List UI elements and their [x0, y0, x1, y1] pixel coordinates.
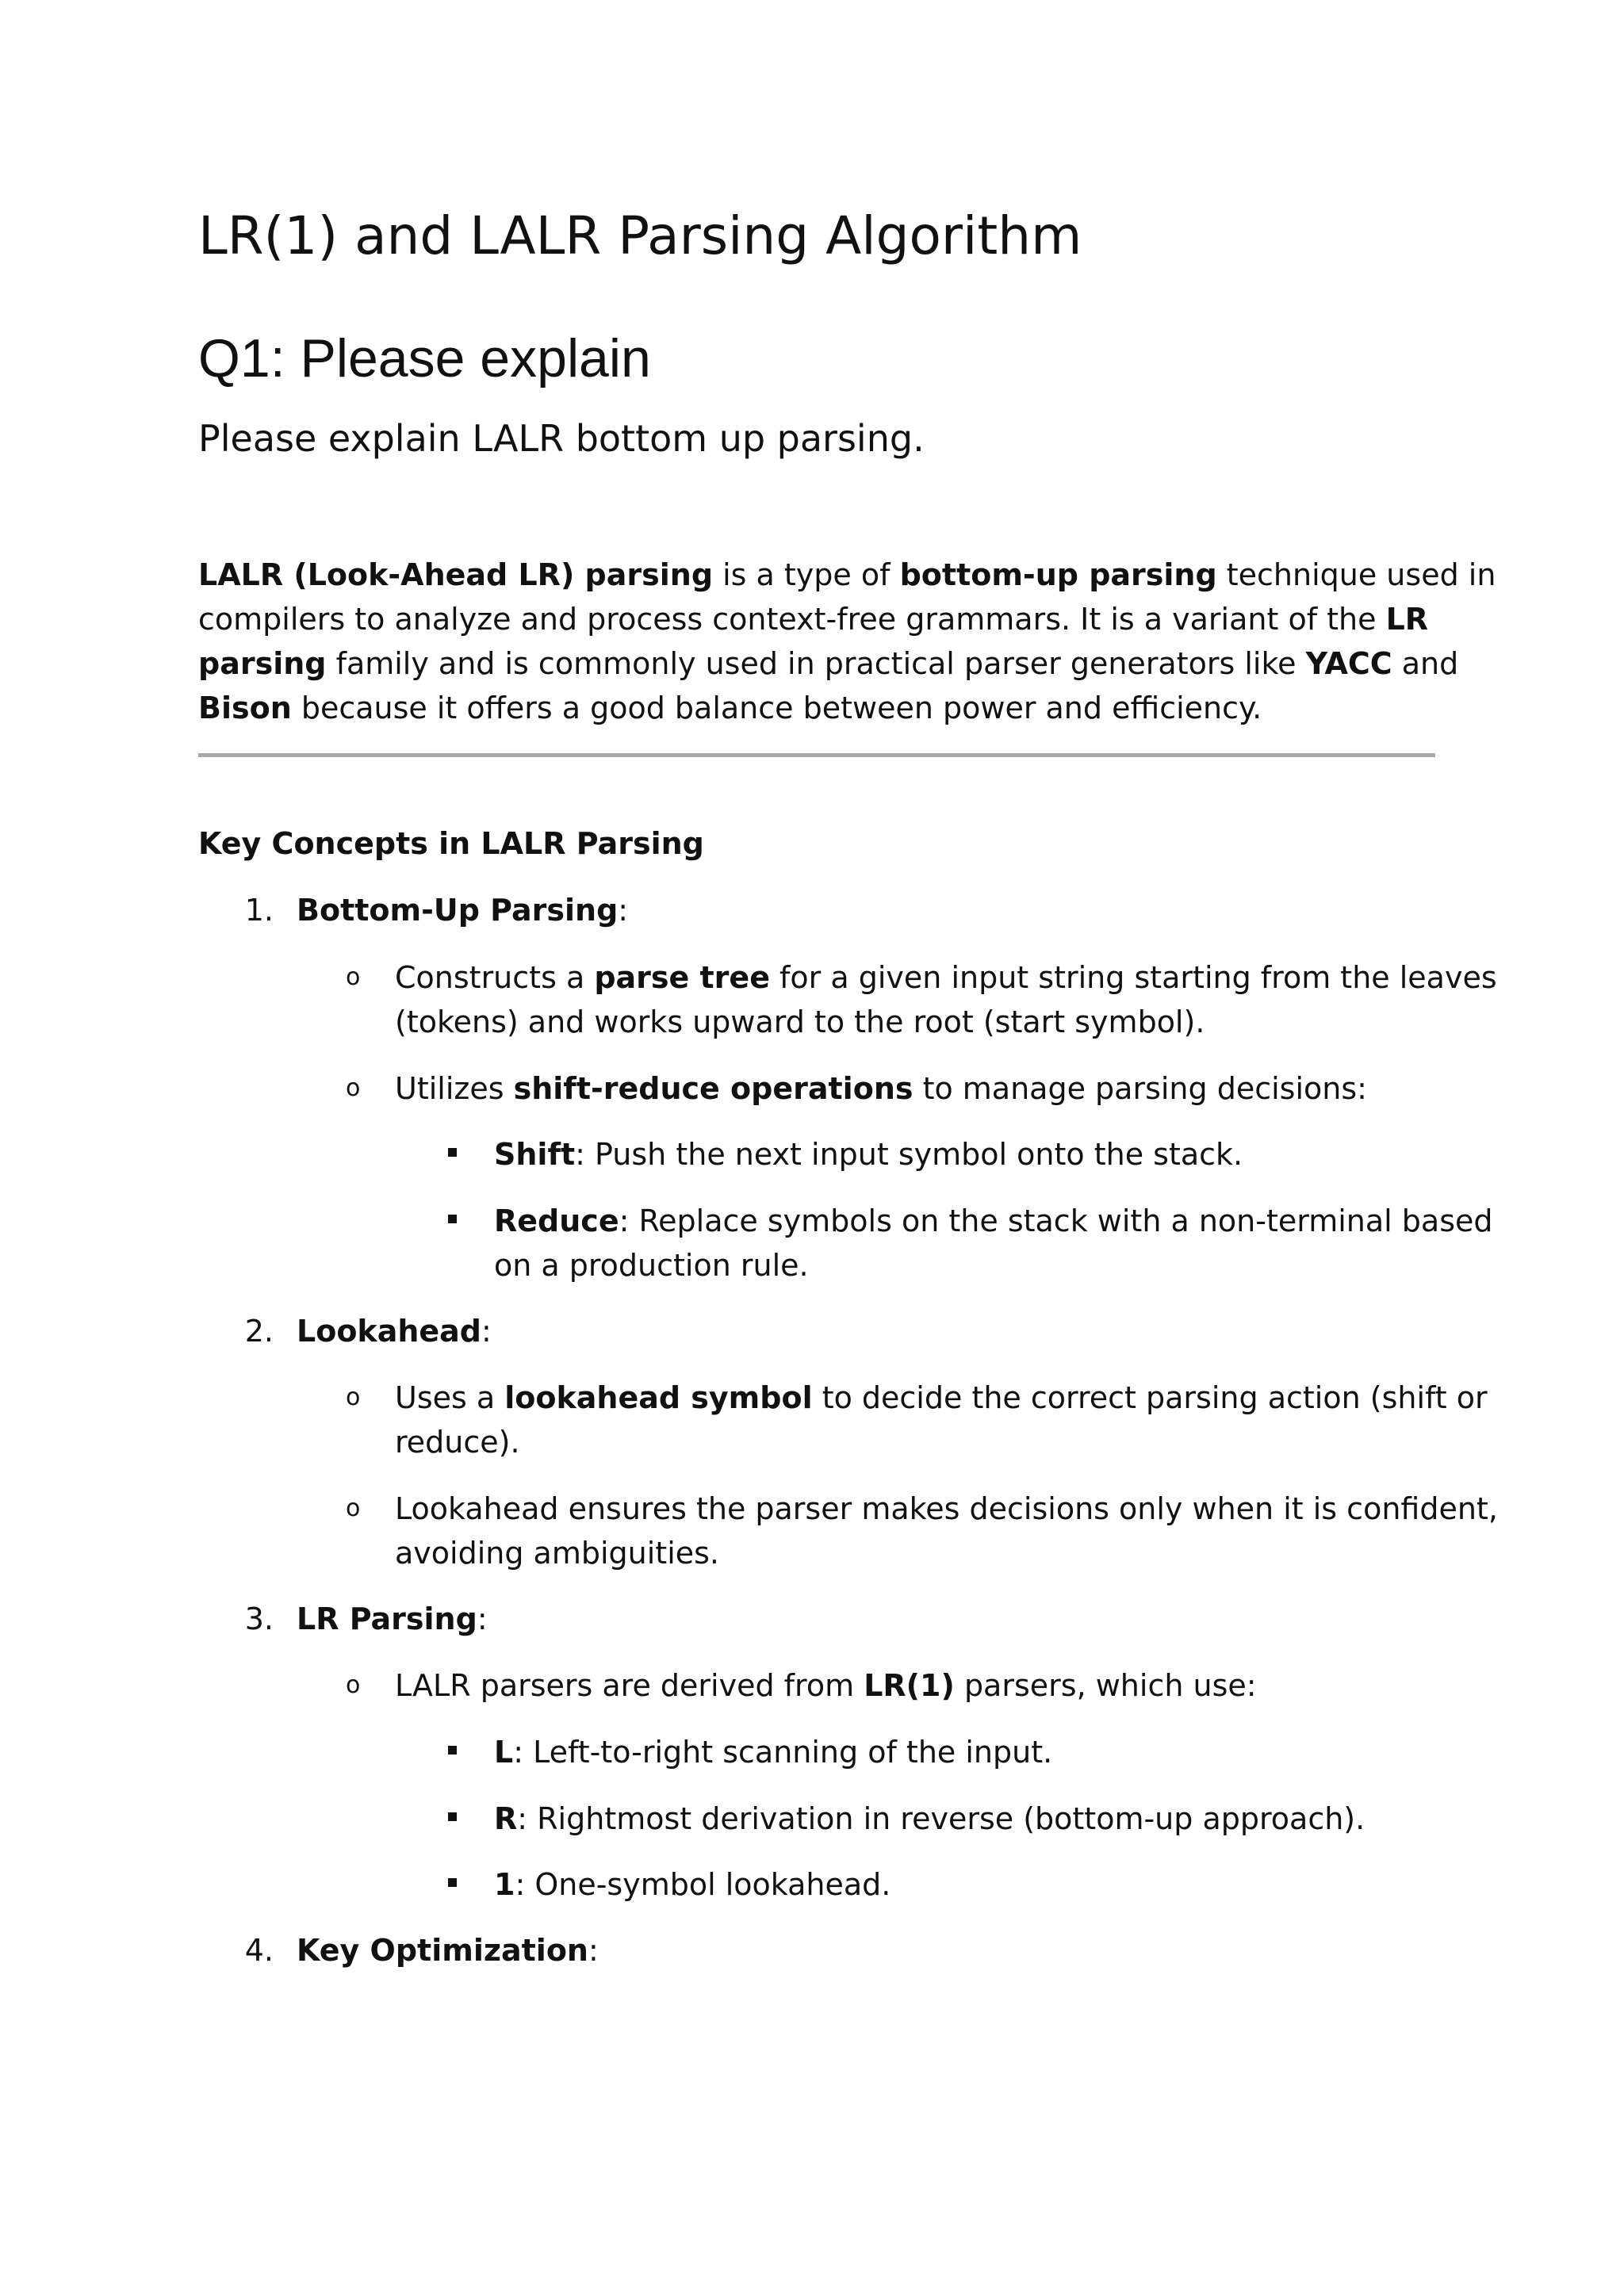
horizontal-divider	[198, 753, 1435, 757]
intro-text: family and is commonly used in practical parser generators like	[326, 646, 1306, 681]
item-colon: :	[618, 893, 629, 928]
list-item-label	[297, 1597, 488, 1641]
term-lookahead-symbol: lookahead symbol	[504, 1380, 813, 1415]
term-lalr: LALR (Look-Ahead LR) parsing	[198, 557, 714, 592]
circle-bullet: o	[346, 1383, 361, 1411]
intro-line-4	[198, 686, 1262, 730]
term-reduce: Reduce	[494, 1203, 619, 1238]
intro-line-3	[198, 641, 1458, 686]
square-bullet	[448, 1746, 457, 1755]
item-label-bold: Bottom-Up Parsing	[297, 893, 619, 928]
term-yacc: YACC	[1305, 646, 1392, 681]
term-lr1: LR(1)	[864, 1668, 955, 1703]
subsub-item-line	[494, 1730, 1052, 1774]
sub-text: Uses a	[395, 1380, 505, 1415]
subsub-text: : One-symbol lookahead.	[515, 1867, 891, 1902]
intro-line-1	[198, 553, 1496, 597]
item-colon: :	[477, 1601, 488, 1636]
intro-text: and	[1392, 646, 1459, 681]
square-bullet	[448, 1215, 457, 1223]
sub-item-line	[395, 1663, 1257, 1708]
sub-item-line: (tokens) and works upward to the root (start symbol).	[395, 1004, 1205, 1039]
item-label-bold: LR Parsing	[297, 1601, 477, 1636]
sub-text: to decide the correct parsing action (shift or	[812, 1380, 1488, 1415]
term-shift-reduce: shift-reduce operations	[513, 1071, 914, 1106]
question-prompt: Please explain LALR bottom up parsing.	[198, 417, 925, 460]
intro-text: because it offers a good balance between power and efficiency.	[291, 691, 1262, 725]
circle-bullet: o	[346, 1494, 361, 1522]
sub-text: parsers, which use:	[954, 1668, 1257, 1703]
list-number: 4.	[244, 1933, 274, 1968]
list-item-label	[297, 1309, 492, 1353]
square-bullet	[448, 1878, 457, 1887]
term-r: R	[494, 1801, 518, 1836]
subsub-item-line: on a production rule.	[494, 1248, 809, 1283]
sub-text: for a given input string starting from the leaves	[769, 960, 1497, 995]
section-heading: Key Concepts in LALR Parsing	[198, 826, 704, 861]
intro-text: is a type of	[713, 557, 900, 592]
term-bison: Bison	[198, 691, 292, 725]
question-heading: Q1: Please explain	[198, 328, 651, 388]
term-bottom-up: bottom-up parsing	[899, 557, 1217, 592]
term-1: 1	[494, 1867, 515, 1902]
term-lr: LR	[1385, 602, 1429, 637]
sub-item-line: Lookahead ensures the parser makes decisions only when it is confident,	[395, 1491, 1498, 1526]
term-parsing: parsing	[198, 646, 327, 681]
item-colon: :	[588, 1933, 599, 1968]
term-parse-tree: parse tree	[594, 960, 770, 995]
sub-item-line	[395, 955, 1497, 1000]
subsub-item-line	[494, 1862, 891, 1907]
square-bullet	[448, 1148, 457, 1157]
term-l: L	[494, 1735, 514, 1770]
item-label-bold: Key Optimization	[297, 1933, 588, 1968]
list-number: 3.	[244, 1601, 274, 1636]
list-number: 2.	[244, 1314, 274, 1349]
subsub-item-line	[494, 1132, 1243, 1177]
subsub-text: : Replace symbols on the stack with a non-terminal based	[619, 1203, 1493, 1238]
sub-item-line	[395, 1376, 1488, 1420]
circle-bullet: o	[346, 1671, 361, 1699]
square-bullet	[448, 1812, 457, 1821]
intro-text: compilers to analyze and process context-free grammars. It is a variant of the	[198, 602, 1386, 637]
sub-text: to manage parsing decisions:	[913, 1071, 1367, 1106]
subsub-text: : Rightmost derivation in reverse (bottom-up approach).	[517, 1801, 1365, 1836]
intro-line-2	[198, 597, 1428, 641]
sub-text: Utilizes	[395, 1071, 514, 1106]
circle-bullet: o	[346, 1074, 361, 1102]
subsub-item-line	[494, 1797, 1365, 1841]
sub-text: LALR parsers are derived from	[395, 1668, 864, 1703]
list-item-label	[297, 1928, 599, 1973]
document-title: LR(1) and LALR Parsing Algorithm	[198, 205, 1082, 266]
circle-bullet: o	[346, 963, 361, 991]
term-shift: Shift	[494, 1137, 576, 1172]
sub-item-line	[395, 1066, 1367, 1111]
subsub-item-line	[494, 1199, 1493, 1243]
list-item-label	[297, 888, 628, 932]
subsub-text: : Left-to-right scanning of the input.	[513, 1735, 1053, 1770]
sub-item-line: avoiding ambiguities.	[395, 1536, 720, 1571]
intro-text: technique used in	[1216, 557, 1496, 592]
sub-item-line: reduce).	[395, 1425, 520, 1460]
item-label-bold: Lookahead	[297, 1314, 482, 1349]
sub-text: Constructs a	[395, 960, 595, 995]
subsub-text: : Push the next input symbol onto the stack.	[575, 1137, 1243, 1172]
list-number: 1.	[244, 893, 274, 928]
item-colon: :	[481, 1314, 492, 1349]
